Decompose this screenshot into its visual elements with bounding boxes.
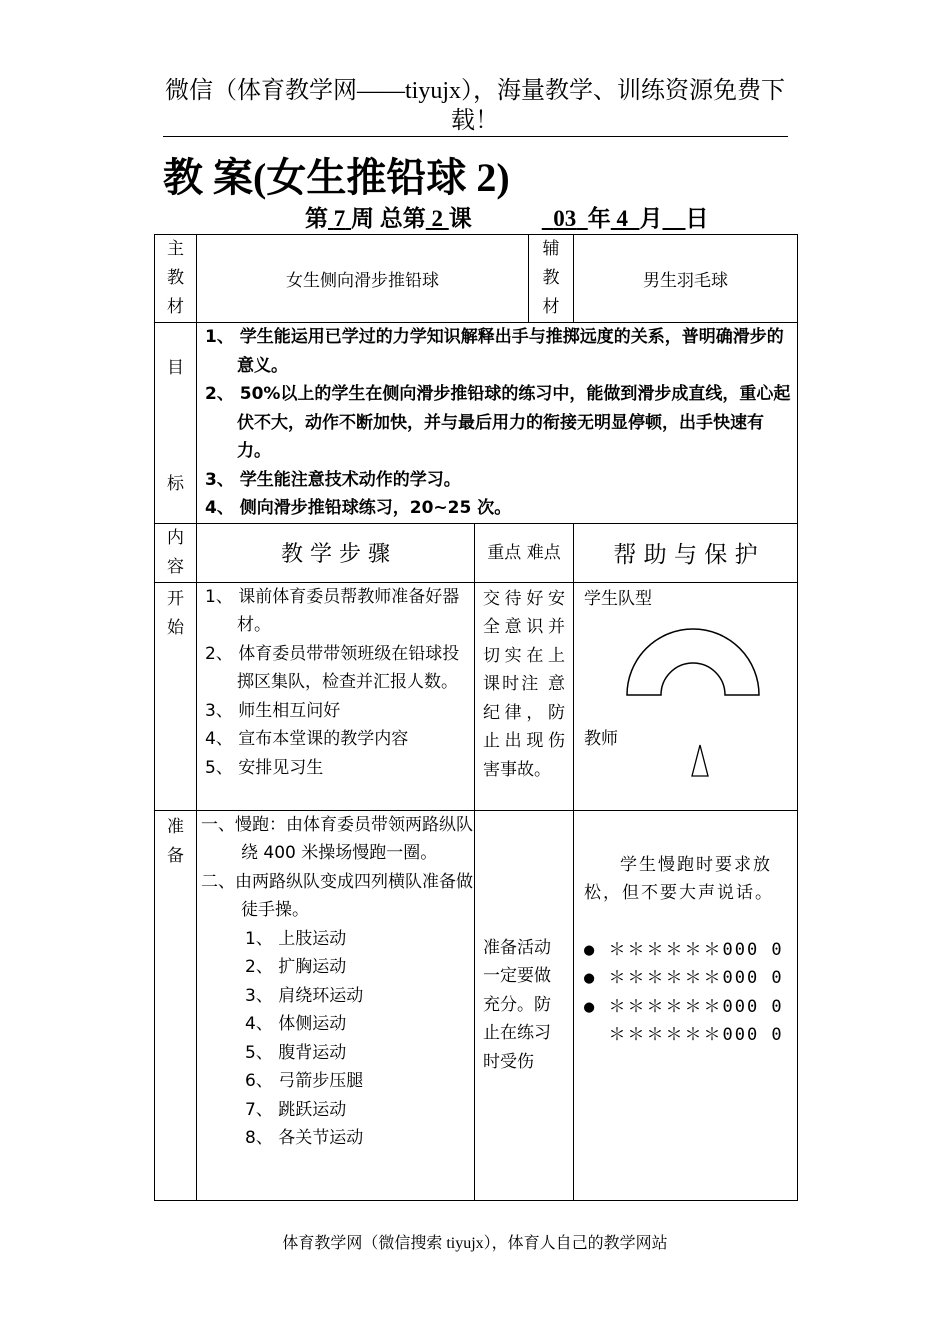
exercise-item: 3、 肩绕环运动 [245,985,364,1006]
prep-label: 准备 [155,810,197,1200]
day-suffix: 日 [685,206,709,231]
formation-row: ● ＊＊＊＊＊＊000 0 [584,939,784,960]
aux-material-label: 辅教材 [529,235,574,323]
teacher-triangle-icon [689,743,711,779]
goal-item: 4、 侧向滑步推铅球练习，20~25 次。 [205,498,512,518]
prep-steps [197,810,475,1200]
week-prefix: 第 [305,206,328,231]
exercise-item: 8、 各关节运动 [245,1128,364,1148]
month-suffix: 月 [639,206,663,231]
goals-row [155,323,798,524]
lesson-number: 2 [431,206,443,231]
semicircle-formation-icon [624,627,762,699]
lesson-info [305,203,709,235]
week-suffix: 周 总第 [351,206,426,231]
lesson-suffix: 课 [448,206,472,231]
exercise-item: 4、 体侧运动 [245,1014,347,1034]
materials-row [155,235,798,323]
start-row [155,582,798,810]
year-suffix: 年 [587,206,611,231]
help-header: 帮 助 与 保 护 [574,523,798,582]
page-header: 微信（体育教学网——tiyujx），海量教学、训练资源免费下载！ [164,78,785,134]
goals-label [155,323,197,524]
prep-row [155,810,798,1200]
main-material-value: 女生侧向滑步推铅球 [197,235,529,323]
page-footer: 体育教学网（微信搜索 tiyujx），体育人自己的教学网站 [282,1235,668,1252]
formation-row: ● ＊＊＊＊＊＊000 0 [584,996,784,1017]
month-value: 4 [616,206,628,231]
exercise-item: 1、 上肢运动 [245,928,347,949]
content-header: 内容 [155,523,197,582]
lesson-plan-table [154,234,798,1201]
column-header-row [155,523,798,582]
teacher-label: 教师 [584,728,618,749]
jog-note: 学生慢跑时要求放松，但不要大声说话。 [584,854,774,903]
goals-label-bottom: 标 [167,474,184,494]
start-help [574,582,798,810]
day-value [663,206,686,231]
main-material-label: 主教材 [155,235,197,323]
goal-item: 3、 学生能注意技术动作的学习。 [205,469,461,490]
formation-row: ＊＊＊＊＊＊000 0 [584,1025,784,1045]
prep-key-points: 准备活动一定要做充分。防止在练习时受伤 [475,810,574,1200]
page-title: 教 案(女生推铅球 2) [163,155,510,200]
steps-header: 教 学 步 骤 [197,523,475,582]
start-step: 1、 课前体育委员帮教师准备好器材。 [205,586,460,635]
start-step: 5、 安排见习生 [205,757,324,778]
prep-step: 二、由两路纵队变成四列横队准备做徒手操。 [201,871,473,920]
exercise-item: 6、 弓箭步压腿 [245,1071,364,1091]
key-points-header: 重点 难点 [475,523,574,582]
aux-material-value: 男生羽毛球 [574,235,798,323]
exercise-item: 2、 扩胸运动 [245,957,347,977]
week-number: 7 [333,206,346,231]
formation-row: ● ＊＊＊＊＊＊000 0 [584,968,784,988]
exercise-item: 7、 跳跃运动 [245,1099,347,1120]
goals-content [197,323,798,524]
start-key-points: 交待好安全意识并切实在上课时注 意 纪律，防止出现伤害事故。 [475,582,574,810]
start-label: 开始 [155,582,197,810]
start-steps [197,582,475,810]
exercise-item: 5、 腹背运动 [245,1042,347,1063]
formation-title: 学生队型 [584,588,652,609]
goal-item: 2、 50%以上的学生在侧向滑步推铅球的练习中，能做到滑步成直线，重心起伏不大，动作不断加快，并与最后用力的衔接无明显停顿，出手快速有力。 [205,384,791,461]
start-step: 4、 宣布本堂课的教学内容 [205,729,409,749]
start-step: 3、 师生相互问好 [205,700,341,721]
goals-label-top: 目 [167,358,184,378]
start-step: 2、 体育委员带带领班级在铅球投掷区集队，检查并汇报人数。 [205,643,460,692]
prep-step: 一、慢跑：由体育委员带领两路纵队绕 400 米操场慢跑一圈。 [201,814,473,863]
year-value: 03 [553,206,577,231]
goal-item: 1、 学生能运用已学过的力学知识解释出手与推掷远度的关系，普明确滑步的意义。 [205,327,784,376]
prep-help [574,810,798,1200]
header-divider [163,136,788,137]
